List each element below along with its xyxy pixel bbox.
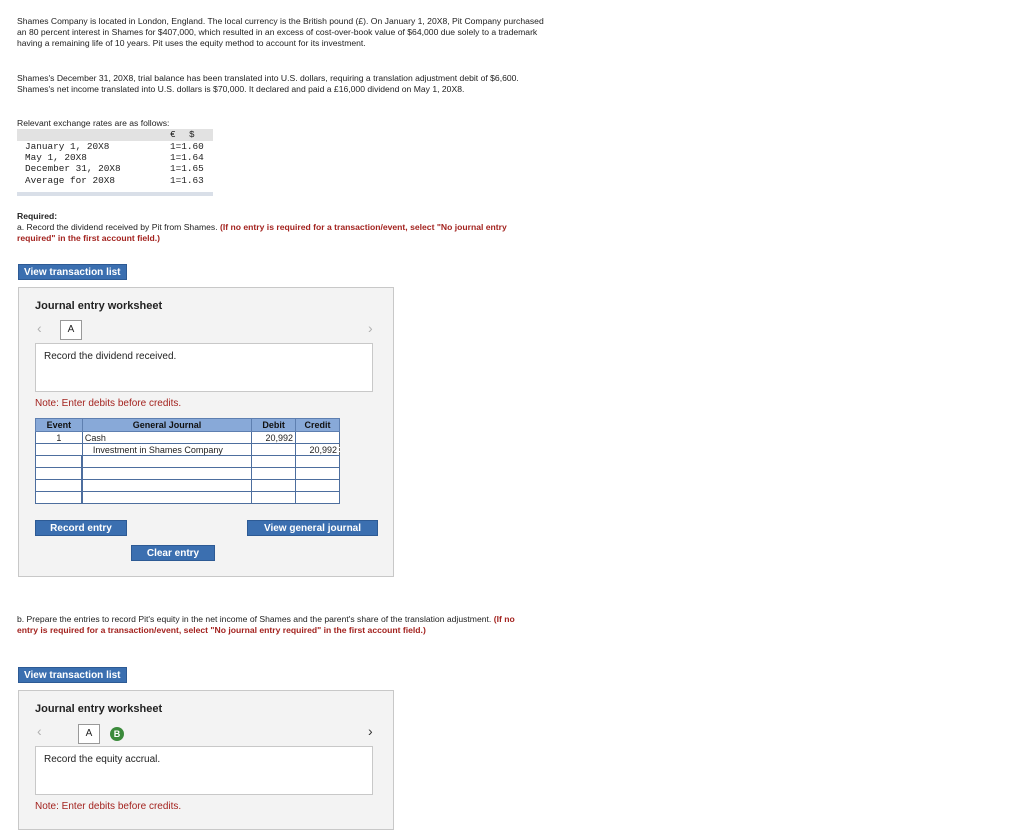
journal-row (36, 468, 340, 480)
journal-row (36, 444, 340, 456)
tab-a[interactable]: A (60, 320, 82, 340)
event-cell (36, 468, 83, 480)
journal-row (36, 432, 340, 444)
event-cell: 1 (36, 432, 83, 444)
intro-paragraph-1: Shames Company is located in London, England. The local currency is the British pound (£). On January 1, 20X8, Pit Company purchased an 80 percent interest in Shames for $407,000, which resulted in an excess of cost-over-book value of $64,000 due solely to a trademark having a remaining life of 10 years. Pit uses the equity method to account for its investment. (17, 16, 544, 49)
debit-field[interactable] (252, 444, 296, 456)
required-a-text: a. Record the dividend received by Pit from Shames. (17, 222, 218, 232)
journal-row (36, 480, 340, 492)
prev-arrow-icon[interactable]: ‹ (37, 723, 42, 739)
rate-label: December 31, 20X8 (25, 163, 121, 175)
required-a-instruction: (If no entry is required for a transaction/event, select "No journal entry required" in the first account field.) (17, 222, 507, 244)
journal-row (36, 456, 340, 468)
view-transaction-list-button[interactable]: View transaction list (18, 264, 127, 280)
next-arrow-icon[interactable]: › (368, 723, 373, 739)
tab-a[interactable]: A (78, 724, 100, 744)
event-column-header: Event (36, 419, 83, 432)
debit-field[interactable] (252, 492, 296, 504)
debit-credit-note-b: Note: Enter debits before credits. (35, 801, 182, 812)
credit-field[interactable]: 20,992 (296, 444, 340, 456)
rate-value: 1=1.65 (170, 163, 204, 175)
account-field[interactable]: Cash (82, 432, 251, 444)
event-cell (36, 492, 83, 504)
worksheet-title: Journal entry worksheet (35, 300, 163, 312)
journal-entry-worksheet-panel (18, 287, 394, 577)
account-field[interactable] (82, 492, 251, 504)
dollar-symbol: $ (189, 129, 195, 140)
event-cell (36, 444, 83, 456)
account-field[interactable] (82, 480, 251, 492)
debit-field[interactable] (252, 468, 296, 480)
debit-credit-note: Note: Enter debits before credits. (35, 398, 182, 409)
rate-row (17, 152, 213, 163)
account-field[interactable] (82, 456, 251, 468)
next-arrow-icon[interactable]: › (368, 320, 373, 336)
clear-entry-button[interactable]: Clear entry (131, 545, 215, 561)
debit-field[interactable] (252, 480, 296, 492)
rate-label: January 1, 20X8 (25, 141, 110, 152)
worksheet-title-b: Journal entry worksheet (35, 703, 163, 715)
event-cell (36, 480, 83, 492)
rate-row (17, 141, 213, 152)
prev-arrow-icon[interactable]: ‹ (37, 320, 42, 336)
required-b-instruction: (If no entry is required for a transaction/event, select "No journal entry required" in the first account field.) (17, 614, 515, 636)
rate-value: 1=1.63 (170, 174, 204, 186)
credit-field[interactable] (296, 456, 340, 468)
rate-value: 1=1.64 (170, 152, 204, 164)
rates-intro: Relevant exchange rates are as follows: (17, 118, 170, 128)
event-cell (36, 456, 83, 468)
entry-description-b: Record the equity accrual. (35, 746, 373, 795)
rate-value: 1=1.60 (170, 141, 204, 152)
euro-symbol: € (170, 129, 176, 140)
debit-field[interactable] (252, 456, 296, 468)
intro-paragraph-2: Shames's December 31, 20X8, trial balance has been translated into U.S. dollars, requiring a translation adjustment debit of $6,600. Shames's net income translated into U.S. dollars is $70,000. It declared and paid a £16,000 dividend on May 1, 20X8. (17, 73, 519, 95)
rate-row (17, 163, 213, 174)
account-field[interactable]: Investment in Shames Company (82, 444, 251, 456)
credit-field[interactable] (296, 468, 340, 480)
tab-b[interactable]: B (110, 727, 124, 741)
debit-column-header: Debit (252, 419, 296, 432)
credit-column-header: Credit (296, 419, 340, 432)
credit-field[interactable] (296, 480, 340, 492)
required-b (17, 614, 532, 636)
exchange-rate-table (17, 129, 213, 196)
debit-field[interactable]: 20,992 (252, 432, 296, 444)
required-b-text: b. Prepare the entries to record Pit's equity in the net income of Shames and the parent's share of the translation adjustment. (17, 614, 492, 624)
journal-row (36, 492, 340, 504)
rate-label: Average for 20X8 (25, 174, 116, 186)
journal-entry-worksheet-panel-b (18, 690, 394, 830)
account-field[interactable] (82, 468, 251, 480)
entry-description: Record the dividend received. (35, 343, 373, 392)
required-a (17, 222, 547, 244)
required-heading: Required: (17, 211, 58, 221)
view-general-journal-button[interactable]: View general journal (247, 520, 378, 536)
general-journal-column-header: General Journal (82, 419, 251, 432)
credit-field[interactable] (296, 492, 340, 504)
view-transaction-list-button-b[interactable]: View transaction list (18, 667, 127, 683)
credit-field[interactable] (296, 432, 340, 444)
rate-label: May 1, 20X8 (25, 152, 87, 164)
record-entry-button[interactable]: Record entry (35, 520, 127, 536)
rate-table-footer (17, 192, 213, 196)
rate-table-header (17, 129, 213, 141)
rate-row (17, 175, 213, 186)
journal-table (35, 418, 340, 504)
